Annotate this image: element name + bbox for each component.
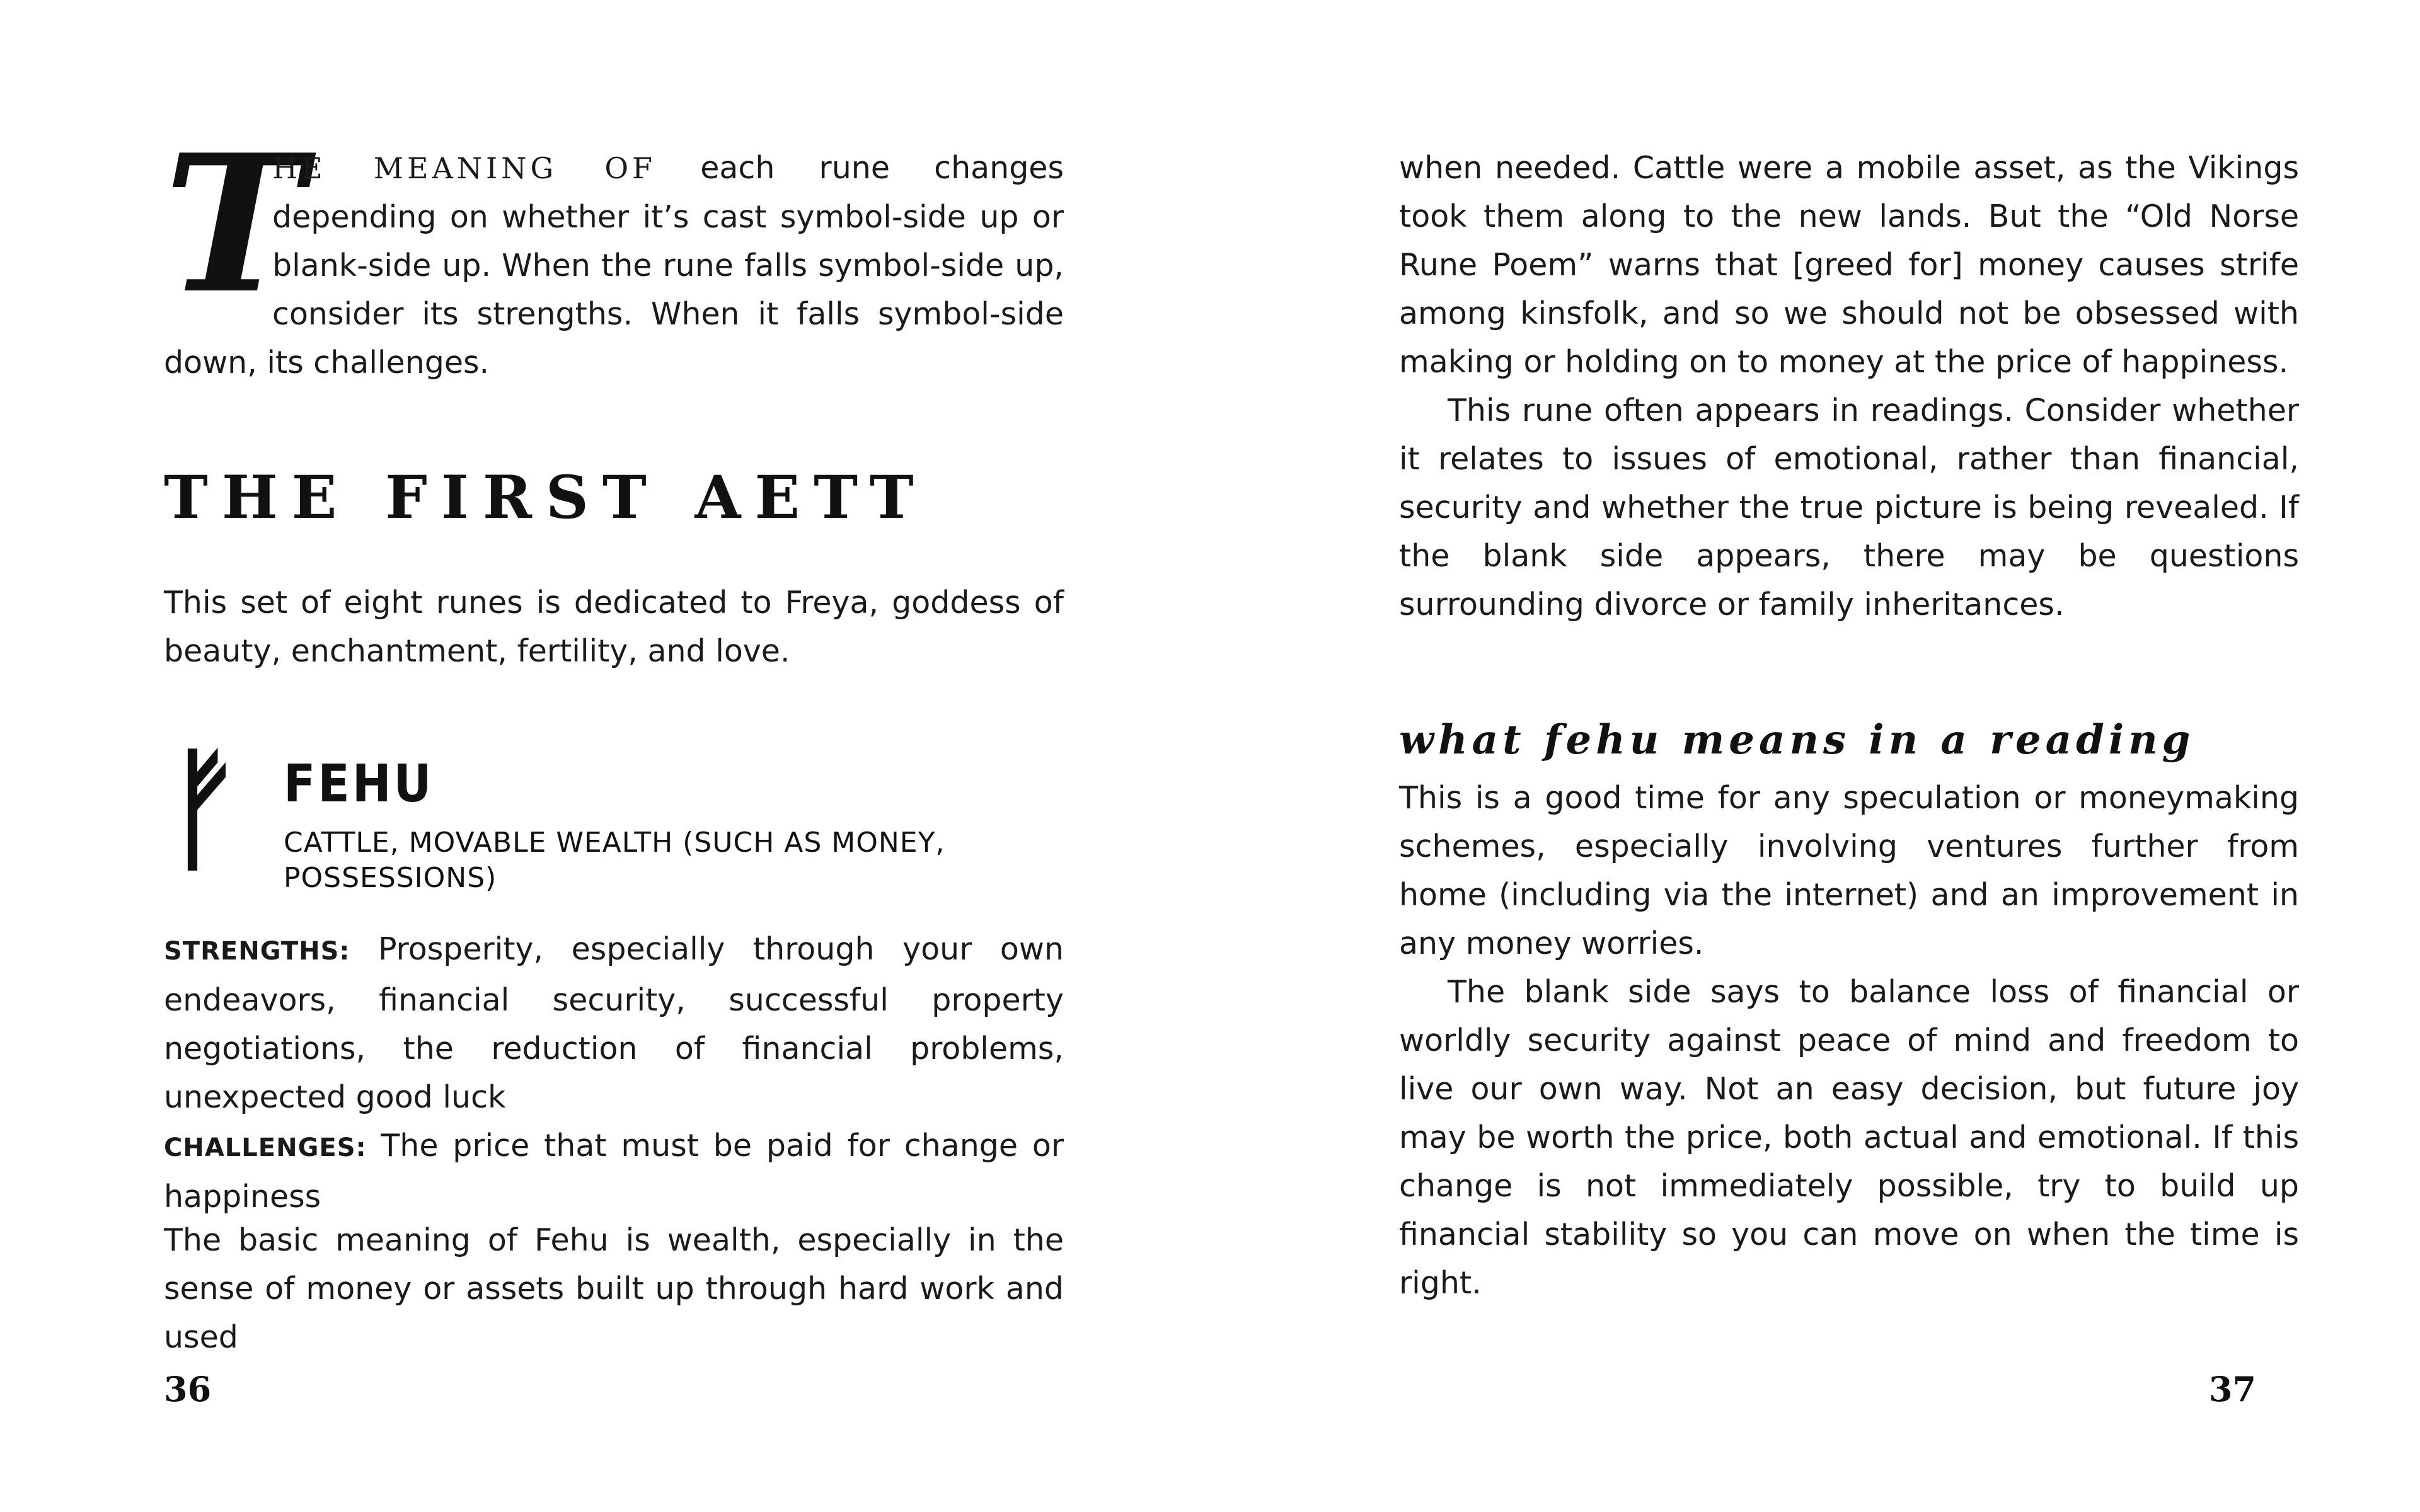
readings-paragraph: This rune often appears in readings. Consider whether it relates to issues of emotional, rather than financial, security and whether the true picture is being revealed. If the blank side appears, there may be questions surrounding divorce or family inheritances. bbox=[1399, 392, 2299, 622]
reading-section bbox=[1399, 774, 2299, 1307]
right-page bbox=[1210, 0, 2420, 1512]
strengths-text: Prosperity, especially through your own endeavors, financial security, successful property negotiations, the reduction of financial problems, unexpected good luck bbox=[164, 931, 1064, 1115]
continuation-paragraph: when needed. Cattle were a mobile asset, as the Vikings took them along to the new lands. But the “Old Norse Rune Poem” warns that [greed for] money causes strife among kinsfolk, and so we should not be obsessed with making or holding on to money at the price of happiness. bbox=[1399, 150, 2299, 380]
challenges-text: The price that must be paid for change or happiness bbox=[164, 1128, 1064, 1215]
continued-text bbox=[1399, 144, 2299, 629]
challenges-paragraph bbox=[164, 1121, 1064, 1221]
rune-traits bbox=[164, 925, 1064, 1221]
strengths-paragraph bbox=[164, 925, 1064, 1121]
reading-paragraph-1: This is a good time for any speculation or moneymaking schemes, especially involving ventures further from home (including via the internet) and an improvement in any money worries. bbox=[1399, 780, 2299, 961]
rune-header bbox=[164, 732, 1064, 894]
intro-lead: HE MEANING OF bbox=[272, 151, 657, 185]
fehu-rune-icon: ᚠ bbox=[164, 732, 244, 886]
page-number-right: 37 bbox=[2208, 1369, 2256, 1409]
basic-meaning-paragraph: The basic meaning of Fehu is wealth, especially in the sense of money or assets built up through hard work and used bbox=[164, 1222, 1064, 1355]
drop-cap: T bbox=[164, 113, 305, 335]
strengths-label: STRENGTHS: bbox=[164, 937, 350, 966]
rune-name: FEHU bbox=[284, 754, 434, 814]
section-title: THE FIRST AETT bbox=[164, 463, 928, 532]
reading-heading: what fehu means in a reading bbox=[1399, 716, 2195, 764]
intro-body: each rune changes depending on whether it’s cast symbol-side up or blank-side up. When the rune falls symbol-side up, consider its strengths. When it falls symbol-side down, its challenges. bbox=[164, 150, 1064, 381]
rune-subtitle: CATTLE, MOVABLE WEALTH (SUCH AS MONEY, POSSESSIONS) bbox=[284, 827, 945, 894]
reading-paragraph-2: The blank side says to balance loss of financial or worldly security against peace of mind and freedom to live our own way. Not an easy decision, but future joy may be worth the price, both actual and emotional. If this change is not immediately possible, try to build up financial stability so you can move on when the time is right. bbox=[1399, 974, 2299, 1301]
intro-paragraph bbox=[164, 113, 1064, 387]
challenges-label: CHALLENGES: bbox=[164, 1133, 367, 1162]
page-number-left: 36 bbox=[164, 1369, 212, 1409]
intro-text bbox=[164, 113, 1064, 387]
aett-description: This set of eight runes is dedicated to Freya, goddess of beauty, enchantment, fertility, and love. bbox=[164, 585, 1064, 669]
